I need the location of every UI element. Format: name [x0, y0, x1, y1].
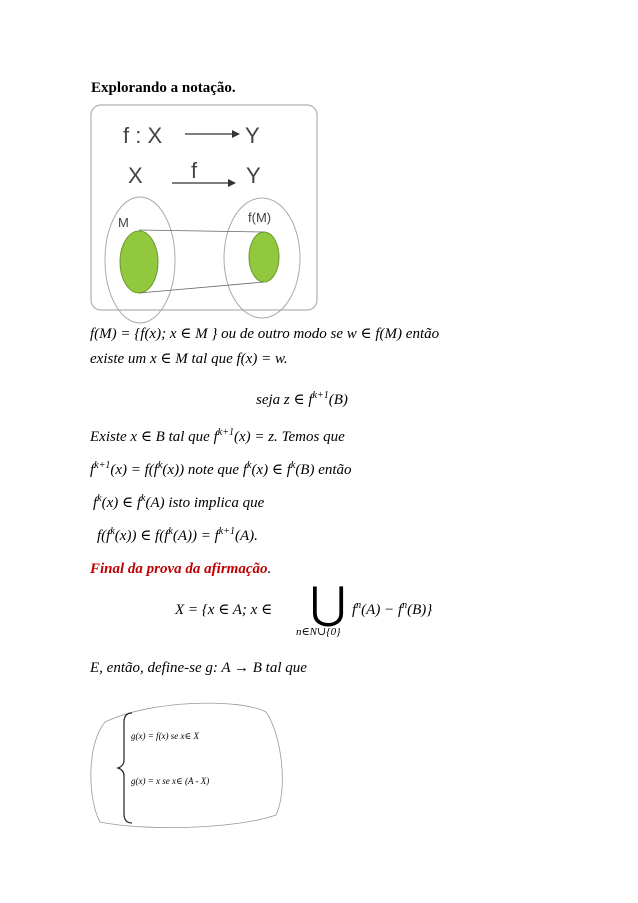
case-2: g(x) = x se x∈ (A - X): [131, 776, 210, 786]
label-mid-y: Y: [246, 163, 261, 188]
text-line-5: $f^{k+1}(x) = f(f^k(x))$ note que $f^k(x)$ ∈ $f^k(B)$ então: [90, 460, 352, 478]
proof-end-line: Final da prova da afirmação.: [90, 561, 272, 577]
cases-blob-outline: [91, 703, 282, 827]
label-x: X: [128, 163, 143, 188]
union-symbol: ⋃: [310, 579, 347, 628]
text-line-4: Existe x ∈ B tal que $f^{k+1}(x) = z$. Temos que: [90, 427, 345, 445]
text-line-7: $f(f^k(x))$ ∈ $f(f^k(A)) = f^{k+1}(A)$.: [97, 526, 258, 544]
case-1: g(x) = f(x) se x∈ X: [131, 731, 199, 741]
text-line-6: $f^k(x)$ ∈ $f^k(A)$ isto implica que: [93, 493, 265, 511]
label-top-y: Y: [245, 123, 260, 148]
set-definition-right: $f^n(A) - f^n(B)$}: [352, 600, 433, 618]
label-f: f: [191, 158, 198, 183]
label-m: M: [118, 215, 129, 230]
define-line: E, então, define-se g: A → B tal que: [90, 660, 307, 676]
text-line-2: existe um x ∈ M tal que f(x) = w.: [90, 351, 288, 367]
page-title: Explorando a notação.: [91, 80, 236, 96]
text-line-1: f(M) = {f(x); x ∈ M } ou de outro modo se w ∈ f(M) então: [90, 326, 440, 342]
cases-brace: [118, 713, 132, 823]
set-definition-left: X = {x ∈ A; x ∈: [175, 602, 273, 618]
proof-end-text: Final da prova da afirmação: [90, 561, 268, 577]
union-subscript: n∈N∪{0}: [296, 626, 341, 638]
text-line-3: seja z ∈ $f^{k+1}(B)$: [256, 390, 348, 408]
label-fm: f(M): [248, 210, 272, 225]
label-f-colon-x: f : X: [123, 123, 163, 148]
